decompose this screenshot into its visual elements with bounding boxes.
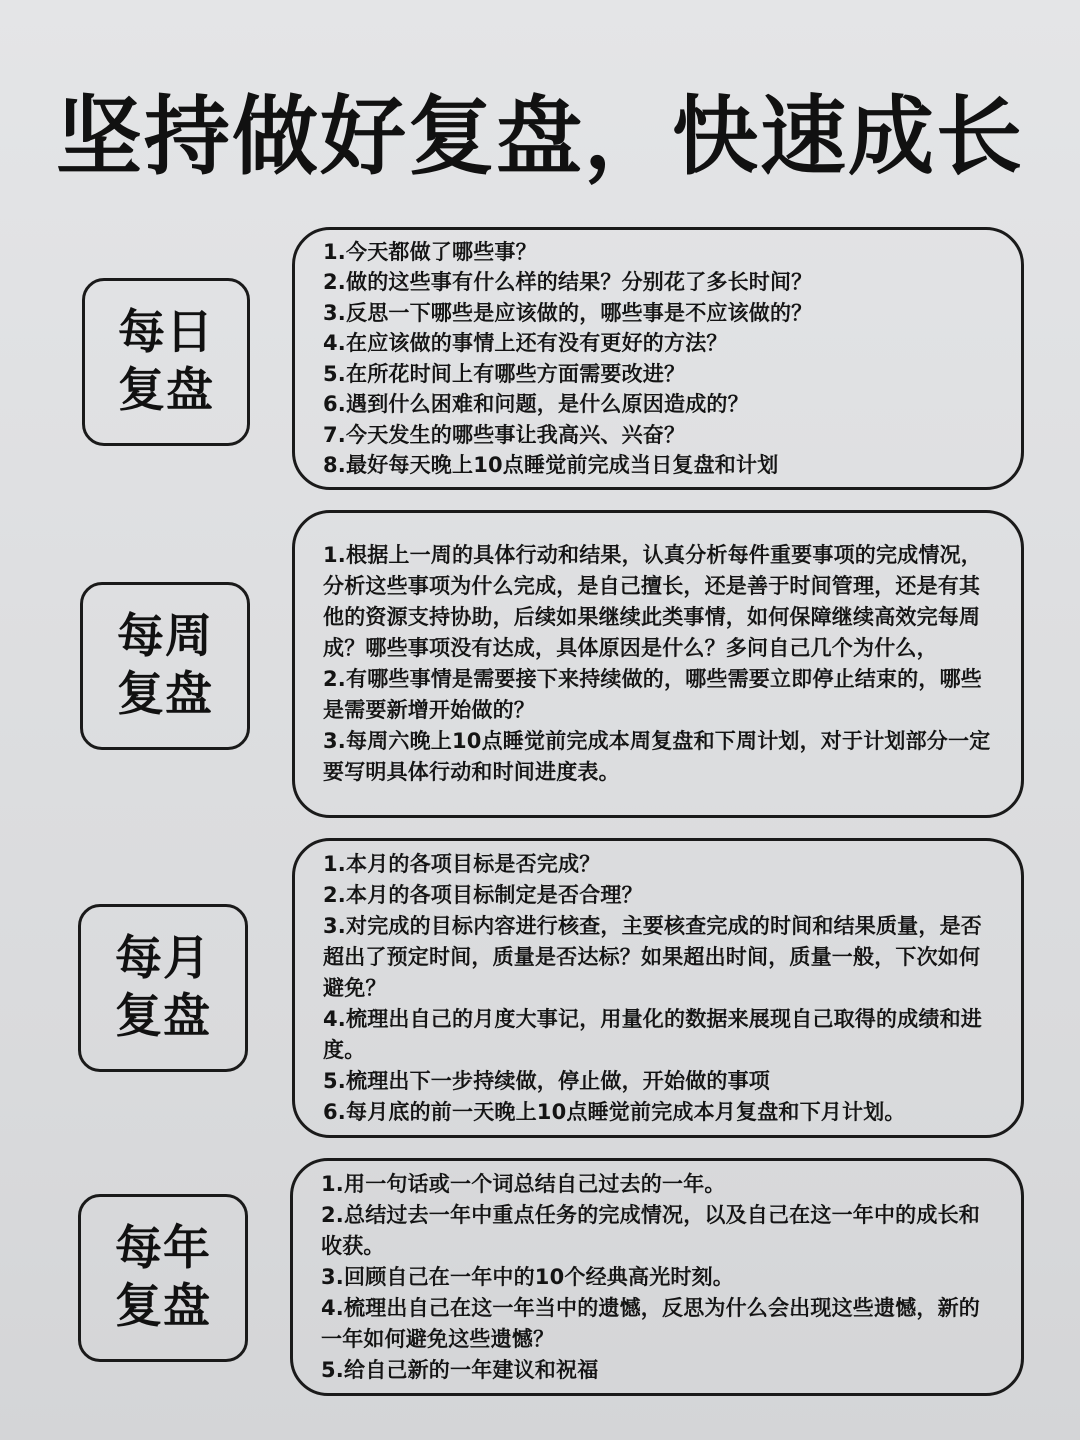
- yearly-review-list: [290, 1158, 1024, 1396]
- list-item: 1.本月的各项目标是否完成？: [323, 851, 601, 876]
- list-item: 6.遇到什么困难和问题，是什么原因造成的？: [323, 392, 749, 416]
- monthly-review-list: [292, 838, 1024, 1138]
- label-line: 每周: [117, 609, 213, 664]
- list-item: 4.在应该做的事情上还有没有更好的方法？: [323, 331, 728, 355]
- list-item: 5.给自己新的一年建议和祝福: [321, 1357, 599, 1382]
- list-item: 3.对完成的目标内容进行核查，主要核查完成的时间和结果质量，是否超出了预定时间，质量是否达标？如果超出时间，质量一般，下次如何避免？: [323, 913, 982, 1000]
- page-title: 坚持做好复盘，快速成长: [56, 87, 1024, 187]
- list-item: 3.每周六晚上10点睡觉前完成本周复盘和下周计划，对于计划部分一定要写明具体行动和时间进度表。: [323, 729, 991, 784]
- list-item: 2.有哪些事情是需要接下来持续做的，哪些需要立即停止结束的，哪些是需要新增开始做的？: [323, 667, 982, 722]
- list-item: 5.梳理出下一步持续做，停止做，开始做的事项: [323, 1068, 770, 1093]
- label-line: 每日: [118, 305, 214, 360]
- daily-review-label: [82, 278, 250, 446]
- daily-review-list: [292, 227, 1024, 490]
- label-line: 复盘: [115, 989, 211, 1044]
- list-item: 3.回顾自己在一年中的10个经典高光时刻。: [321, 1264, 735, 1289]
- list-item: 6.每月底的前一天晚上10点睡觉前完成本月复盘和下月计划。: [323, 1099, 906, 1124]
- list-item: 1.根据上一周的具体行动和结果，认真分析每件重要事项的完成情况，分析这些事项为什么完成，是自己擅长，还是善于时间管理，还是有其他的资源支持协助，后续如果继续此类事情，如何保障继续高效完每周成？哪些事项没有达成，具体原因是什么？多问自己几个为什么，: [323, 543, 982, 660]
- list-item: 8.最好每天晚上10点睡觉前完成当日复盘和计划: [323, 453, 779, 477]
- weekly-review-list: [292, 510, 1024, 818]
- label-line: 每年: [115, 1221, 211, 1276]
- list-item: 1.用一句话或一个词总结自己过去的一年。: [321, 1171, 726, 1196]
- label-line: 复盘: [115, 1279, 211, 1334]
- label-line: 复盘: [118, 363, 214, 418]
- list-item: 2.做的这些事有什么样的结果？分别花了多长时间？: [323, 270, 813, 294]
- list-item: 5.在所花时间上有哪些方面需要改进？: [323, 361, 686, 386]
- list-item: 2.总结过去一年中重点任务的完成情况，以及自己在这一年中的成长和收获。: [321, 1202, 980, 1258]
- label-line: 复盘: [117, 667, 213, 722]
- label-line: 每月: [115, 931, 211, 986]
- list-item: 7.今天发生的哪些事让我高兴、兴奋？: [323, 422, 686, 447]
- list-item: 4.梳理出自己在这一年当中的遗憾，反思为什么会出现这些遗憾，新的一年如何避免这些遗憾？: [321, 1295, 980, 1351]
- list-item: 1.今天都做了哪些事？: [323, 239, 537, 264]
- yearly-review-label: [78, 1194, 248, 1362]
- list-item: 2.本月的各项目标制定是否合理？: [323, 882, 643, 907]
- list-item: 3.反思一下哪些是应该做的，哪些事是不应该做的？: [323, 300, 813, 325]
- weekly-review-label: [80, 582, 250, 750]
- monthly-review-label: [78, 904, 248, 1072]
- list-item: 4.梳理出自己的月度大事记，用量化的数据来展现自己取得的成绩和进度。: [323, 1006, 982, 1062]
